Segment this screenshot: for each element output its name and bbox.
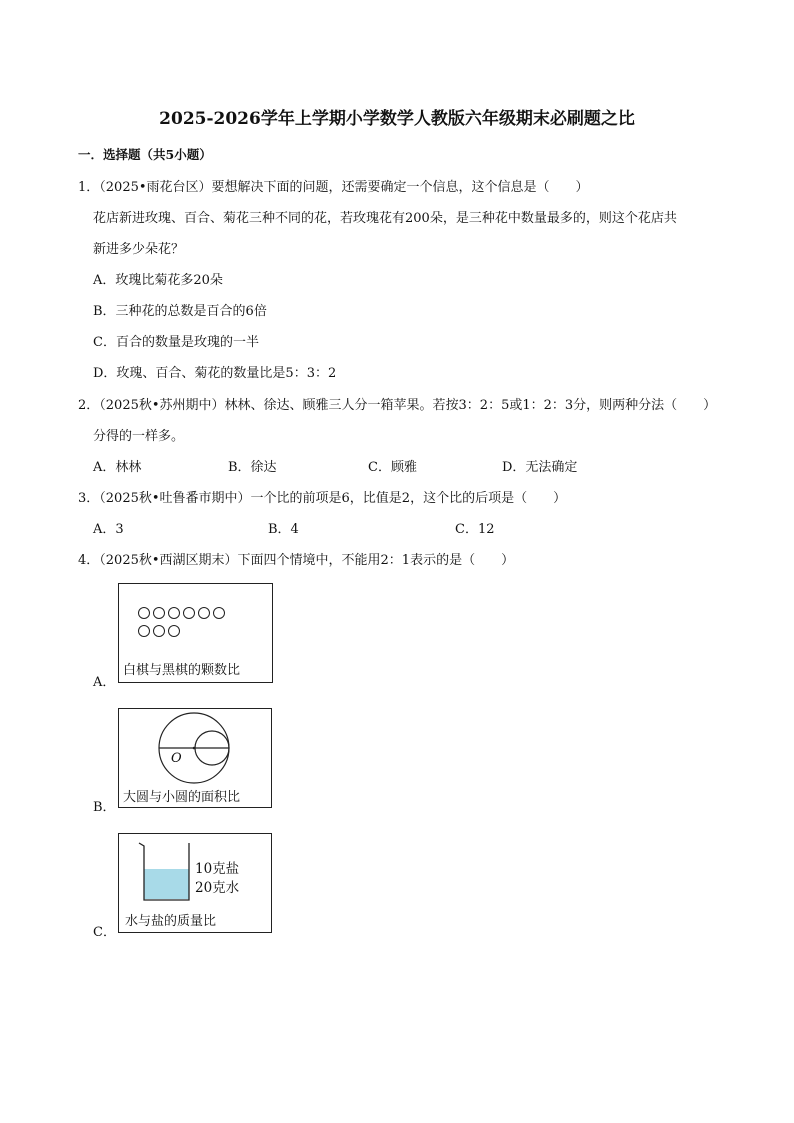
q1-option-c[interactable]: C．百合的数量是玫瑰的一半 bbox=[93, 335, 259, 350]
white-stone-icon bbox=[183, 607, 195, 619]
section-heading: 一．选择题（共5小题） bbox=[78, 147, 212, 162]
figure-c-caption: 水与盐的质量比 bbox=[125, 914, 217, 929]
q4-option-b-label[interactable]: B． bbox=[93, 800, 116, 815]
q3-stem: 3．（2025秋•吐鲁番市期中）一个比的前项是6，比值是2，这个比的后项是（ ） bbox=[78, 491, 567, 506]
q1-option-d[interactable]: D．玫瑰、百合、菊花的数量比是5：3：2 bbox=[93, 366, 337, 381]
white-stone-icon bbox=[138, 607, 150, 619]
q4-figure-c[interactable] bbox=[118, 833, 272, 933]
center-point bbox=[193, 747, 196, 750]
q1-body-line2: 新进多少朵花？ bbox=[93, 242, 185, 257]
q1-body-line1: 花店新进玫瑰、百合、菊花三种不同的花，若玫瑰花有200朵，是三种花中数量最多的，则这个花店共 bbox=[93, 211, 677, 226]
q2-option-d[interactable]: D．无法确定 bbox=[502, 460, 578, 475]
q1-option-a[interactable]: A．玫瑰比菊花多20朵 bbox=[93, 273, 223, 288]
q4-figure-a[interactable] bbox=[118, 583, 273, 683]
q3-option-b[interactable]: B．4 bbox=[268, 522, 299, 537]
q4-option-c-label[interactable]: C． bbox=[93, 925, 116, 940]
q4-figure-b[interactable] bbox=[118, 708, 272, 808]
white-stone-icon bbox=[198, 607, 210, 619]
q2-option-a[interactable]: A．林林 bbox=[93, 460, 142, 475]
q4-option-a-label[interactable]: A． bbox=[93, 675, 116, 690]
q2-body: 分得的一样多。 bbox=[93, 429, 185, 444]
figure-a-caption: 白棋与黑棋的颗数比 bbox=[123, 663, 241, 678]
salt-water-fill bbox=[144, 869, 189, 899]
salt-label: 10克盐 bbox=[195, 861, 240, 877]
white-stone-icon bbox=[153, 625, 165, 637]
q1-option-b[interactable]: B．三种花的总数是百合的6倍 bbox=[93, 304, 267, 319]
white-stone-icon bbox=[168, 625, 180, 637]
white-stone-icon bbox=[153, 607, 165, 619]
q2-stem: 2．（2025秋•苏州期中）林林、徐达、顾雅三人分一箱苹果。若按3：2：5或1：2：3分，则两种分法（ ） bbox=[78, 398, 717, 413]
page-title: 2025-2026学年上学期小学数学人教版六年级期末必刷题之比 bbox=[159, 109, 635, 129]
q3-option-a[interactable]: A．3 bbox=[93, 522, 124, 537]
white-stone-icon bbox=[213, 607, 225, 619]
water-label: 20克水 bbox=[195, 880, 240, 896]
q1-stem: 1．（2025•雨花台区）要想解决下面的问题，还需要确定一个信息，这个信息是（ ） bbox=[78, 180, 589, 195]
white-stone-icon bbox=[138, 625, 150, 637]
q4-stem: 4．（2025秋•西湖区期末）下面四个情境中，不能用2：1表示的是（ ） bbox=[78, 553, 515, 568]
figure-b-caption: 大圆与小圆的面积比 bbox=[123, 790, 241, 805]
white-stone-icon bbox=[168, 607, 180, 619]
q2-option-b[interactable]: B．徐达 bbox=[228, 460, 277, 475]
center-label: O bbox=[171, 751, 182, 766]
q3-option-c[interactable]: C．12 bbox=[455, 522, 495, 537]
q2-option-c[interactable]: C．顾雅 bbox=[368, 460, 417, 475]
